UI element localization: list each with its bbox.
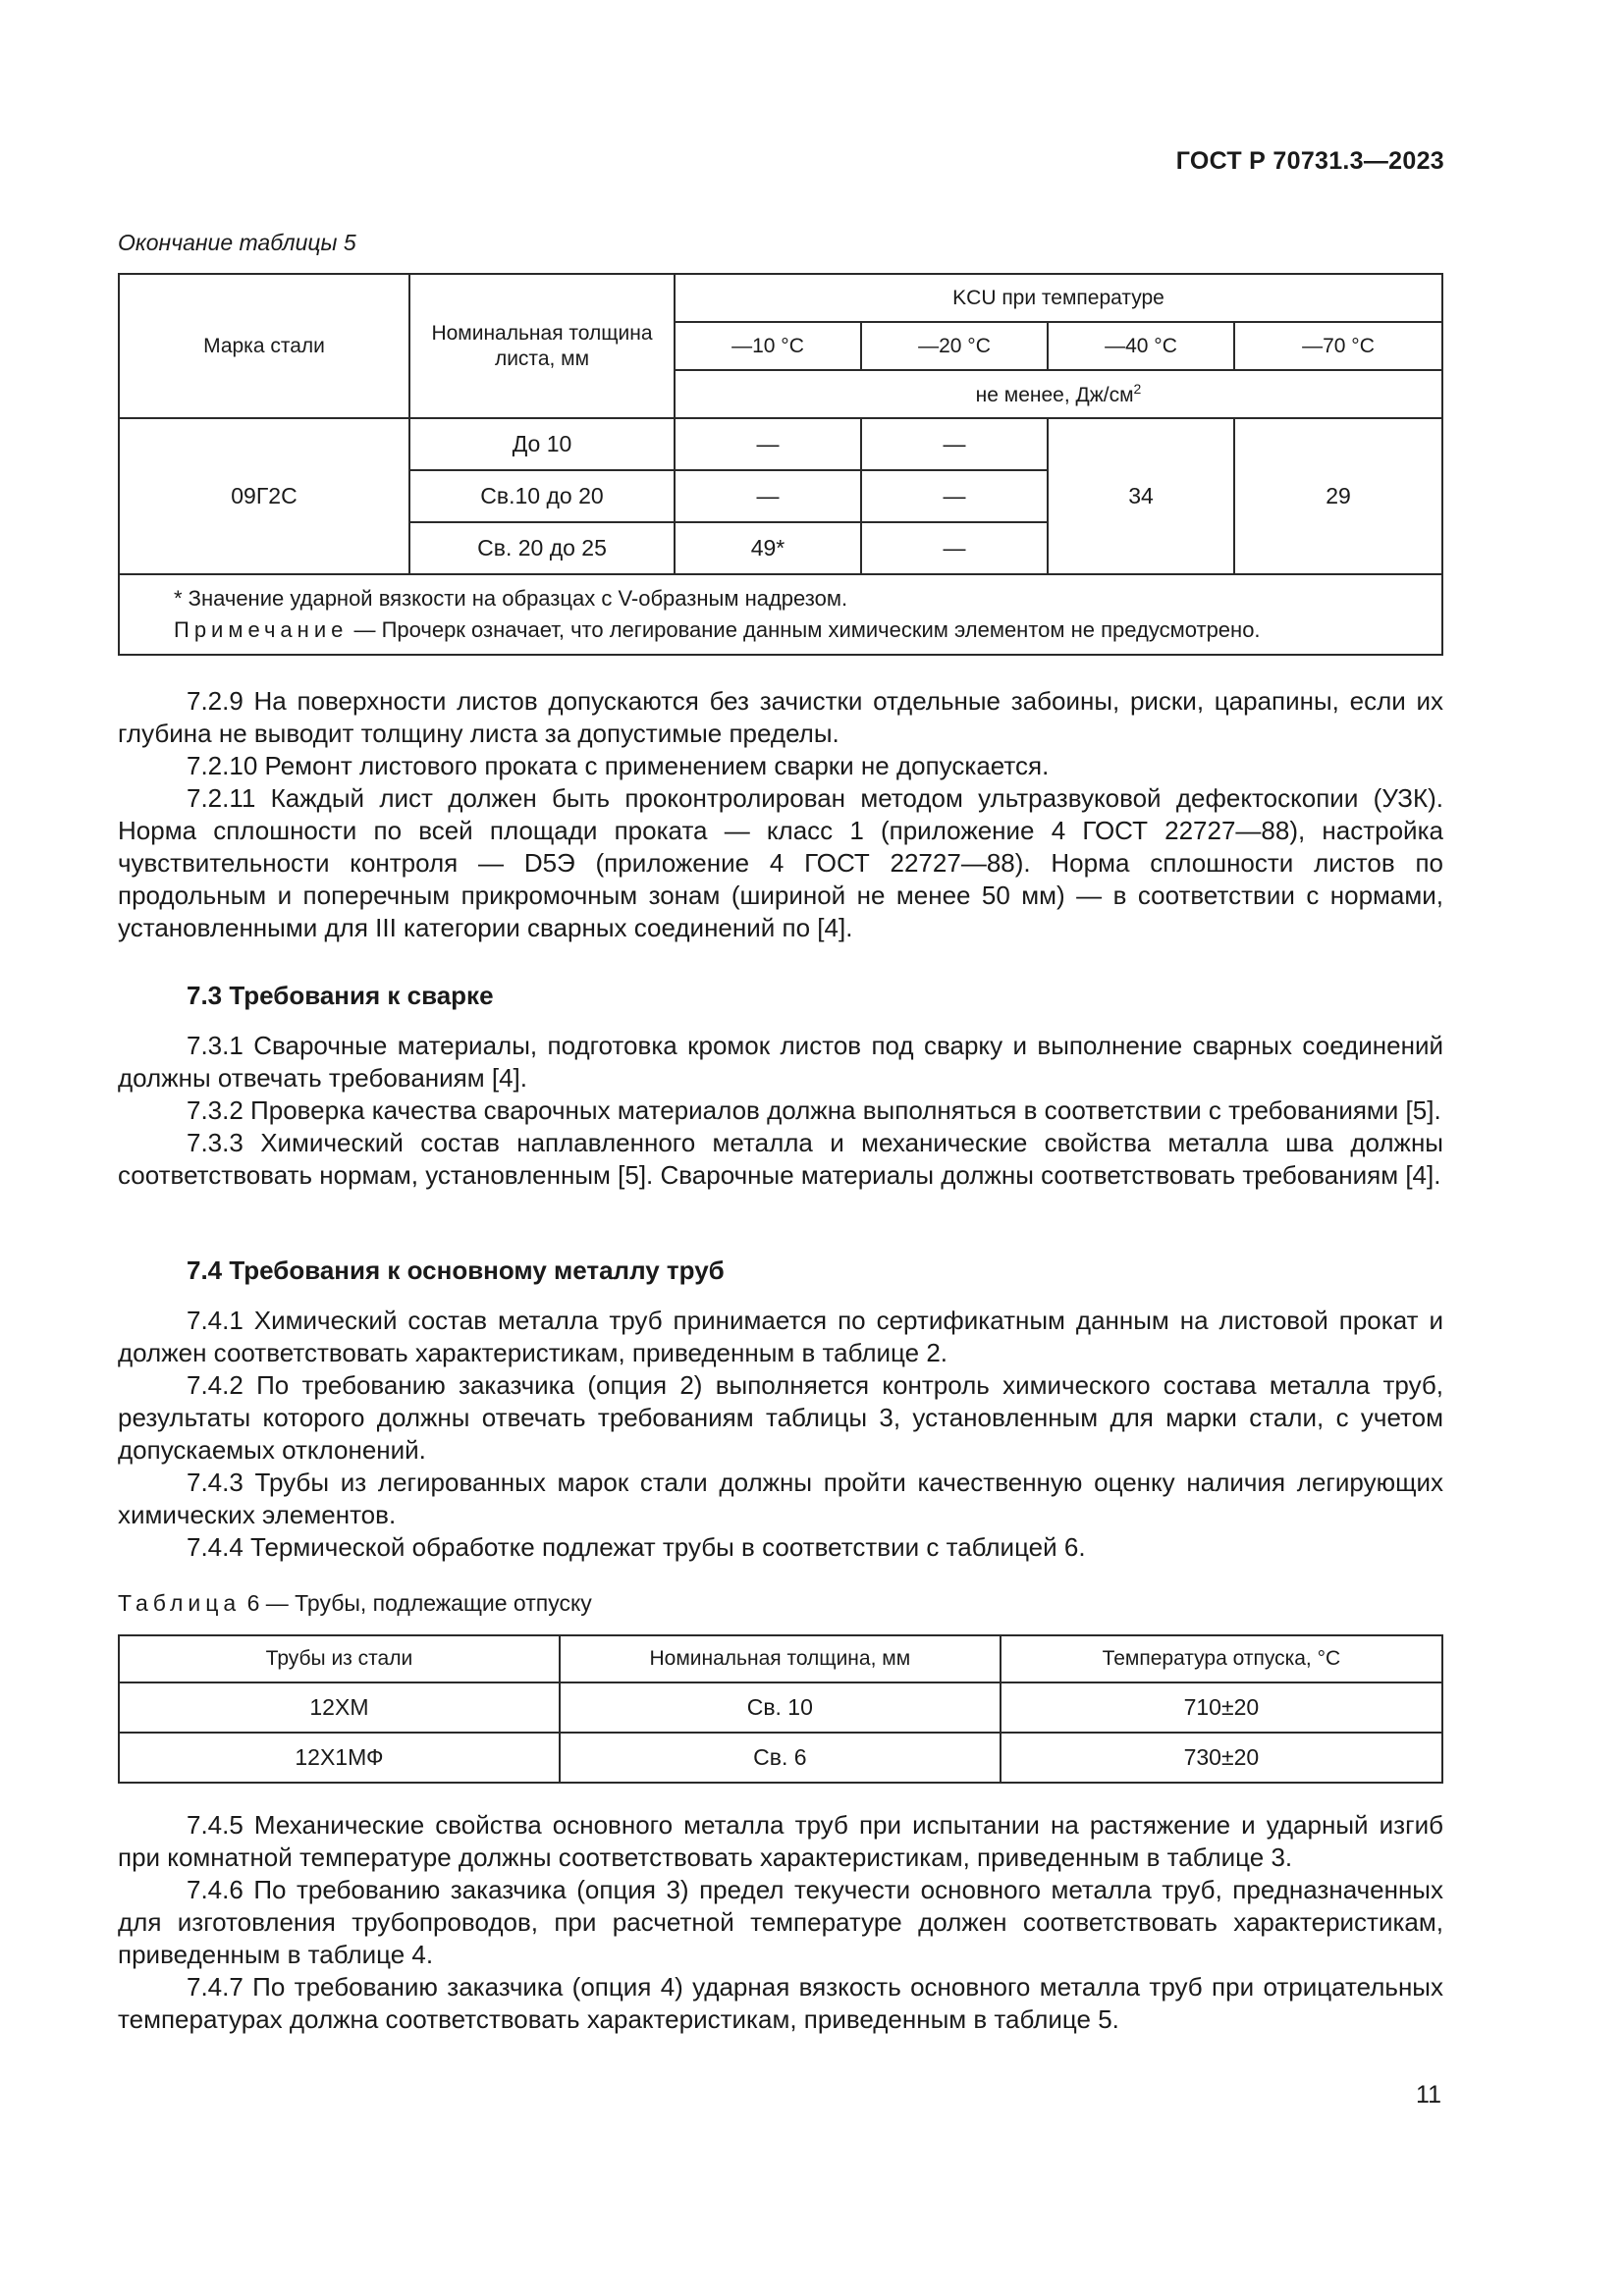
col-header-temp-10: —10 °С: [675, 322, 861, 370]
table-cell: 710±20: [1001, 1682, 1442, 1733]
table-6: [118, 1634, 1443, 1784]
section-heading: 7.3 Требования к сварке: [187, 981, 494, 1010]
col-header: Трубы из стали: [119, 1635, 560, 1682]
col-header-temp-20: —20 °С: [861, 322, 1048, 370]
paragraph: 7.3.1 Сварочные материалы, подготовка кромок листов под сварку и выполнение сварных соединений должны отвечать требованиям [4].: [118, 1031, 1443, 1093]
table5-footnote: * Значение ударной вязкости на образцах с V-образным надрезом.: [174, 586, 848, 611]
kcu-cell: —: [861, 522, 1048, 574]
paragraph: 7.2.9 На поверхности листов допускаются без зачистки отдельные забоины, риски, царапины, если их глубина не выводит толщину листа за допустимые пределы.: [118, 686, 1443, 748]
table-cell: 730±20: [1001, 1733, 1442, 1783]
thickness-cell: Св.10 до 20: [409, 470, 675, 522]
paragraph: 7.2.10 Ремонт листового проката с применением сварки не допускается.: [187, 751, 1050, 780]
col-header: Номинальная толщина, мм: [560, 1635, 1001, 1682]
col-header-temp-70: —70 °С: [1234, 322, 1442, 370]
col-header-thickness: Номинальная толщина листа, мм: [409, 274, 675, 418]
paragraph: 7.3.3 Химический состав наплавленного металла и механические свойства металла шва должны соответствовать нормам, установленным [5]. Сварочные материалы должны соответствовать требованиям [4].: [118, 1128, 1443, 1190]
section-7-4-continued: [118, 1809, 1443, 2036]
col-header-kcu: KCU при температуре: [675, 274, 1442, 322]
kcu-cell-70: 29: [1234, 418, 1442, 574]
section-heading: 7.4 Требования к основному металлу труб: [187, 1255, 725, 1285]
kcu-cell: —: [861, 418, 1048, 470]
thickness-cell: Св. 20 до 25: [409, 522, 675, 574]
table-5: [118, 273, 1443, 656]
page-number: 11: [1416, 2081, 1441, 2109]
paragraph: 7.4.5 Механические свойства основного металла труб при испытании на растяжение и ударный изгиб при комнатной температуре должны соответствовать характеристикам, приведенным в таблице 3.: [118, 1810, 1443, 1872]
paragraph: 7.3.2 Проверка качества сварочных материалов должна выполняться в соответствии с требованиями [5].: [187, 1095, 1441, 1125]
paragraph: 7.2.11 Каждый лист должен быть проконтролирован методом ультразвуковой дефектоскопии (УЗК). Норма сплошности по всей площади проката — класс 1 (приложение 4 ГОСТ 22727—88), настройка чувствительности контроля — D5Э (приложение 4 ГОСТ 22727—88). Норма сплошности листов по продольным и поперечным прикромочным зонам (шириной не менее 50 мм) — в соответствии с нормами, установленными для III категории сварных соединений по [4].: [118, 783, 1443, 942]
table5-notes: [119, 574, 1442, 655]
kcu-cell: 49*: [675, 522, 861, 574]
table5-note: Примечание — Прочерк означает, что легирование данным химическим элементом не предусмотрено.: [174, 617, 1261, 642]
paragraph: 7.4.2 По требованию заказчика (опция 2) выполняется контроль химического состава металла труб, результаты которого должны отвечать требованиям таблицы 3, установленным для марки стали, с учетом допускаемых отклонений.: [118, 1370, 1443, 1465]
kcu-cell-40: 34: [1048, 418, 1234, 574]
table5-continuation-caption: Окончание таблицы 5: [118, 230, 356, 255]
table-cell: 12Х1МФ: [119, 1733, 560, 1783]
table6-caption: Таблица 6 — Трубы, подлежащие отпуску: [118, 1590, 592, 1616]
steel-grade-cell: 09Г2С: [119, 418, 409, 574]
col-header: Температура отпуска, °С: [1001, 1635, 1442, 1682]
table-row: [119, 1682, 1442, 1733]
col-header-unit: не менее, $Дж/см^2$: [675, 370, 1442, 418]
kcu-cell: —: [675, 418, 861, 470]
section-7-2-text: [118, 685, 1443, 944]
paragraph: 7.4.7 По требованию заказчика (опция 4) ударная вязкость основного металла труб при отрицательных температурах должна соответствовать характеристикам, приведенным в таблице 5.: [118, 1972, 1443, 2034]
table-cell: Св. 6: [560, 1733, 1001, 1783]
table-cell: Св. 10: [560, 1682, 1001, 1733]
table-row: [119, 1733, 1442, 1783]
paragraph: 7.4.6 По требованию заказчика (опция 3) предел текучести основного металла труб, предназначенных для изготовления трубопроводов, при расчетной температуре должен соответствовать характеристикам, приведенным в таблице 4.: [118, 1875, 1443, 1969]
paragraph: 7.4.1 Химический состав металла труб принимается по сертификатным данным на листовой прокат и должен соответствовать характеристикам, приведенным в таблице 2.: [118, 1306, 1443, 1367]
col-header-temp-40: —40 °С: [1048, 322, 1234, 370]
paragraph: 7.4.4 Термической обработке подлежат трубы в соответствии с таблицей 6.: [187, 1532, 1086, 1562]
kcu-cell: —: [861, 470, 1048, 522]
thickness-cell: До 10: [409, 418, 675, 470]
table-cell: 12ХМ: [119, 1682, 560, 1733]
paragraph: 7.4.3 Трубы из легированных марок стали должны пройти качественную оценку наличия легирующих химических элементов.: [118, 1468, 1443, 1529]
kcu-cell: —: [675, 470, 861, 522]
section-7-4: [118, 1255, 1443, 1564]
col-header-steel: Марка стали: [119, 274, 409, 418]
section-7-3: [118, 980, 1443, 1192]
standard-designation: ГОСТ Р 70731.3—2023: [1175, 147, 1444, 175]
